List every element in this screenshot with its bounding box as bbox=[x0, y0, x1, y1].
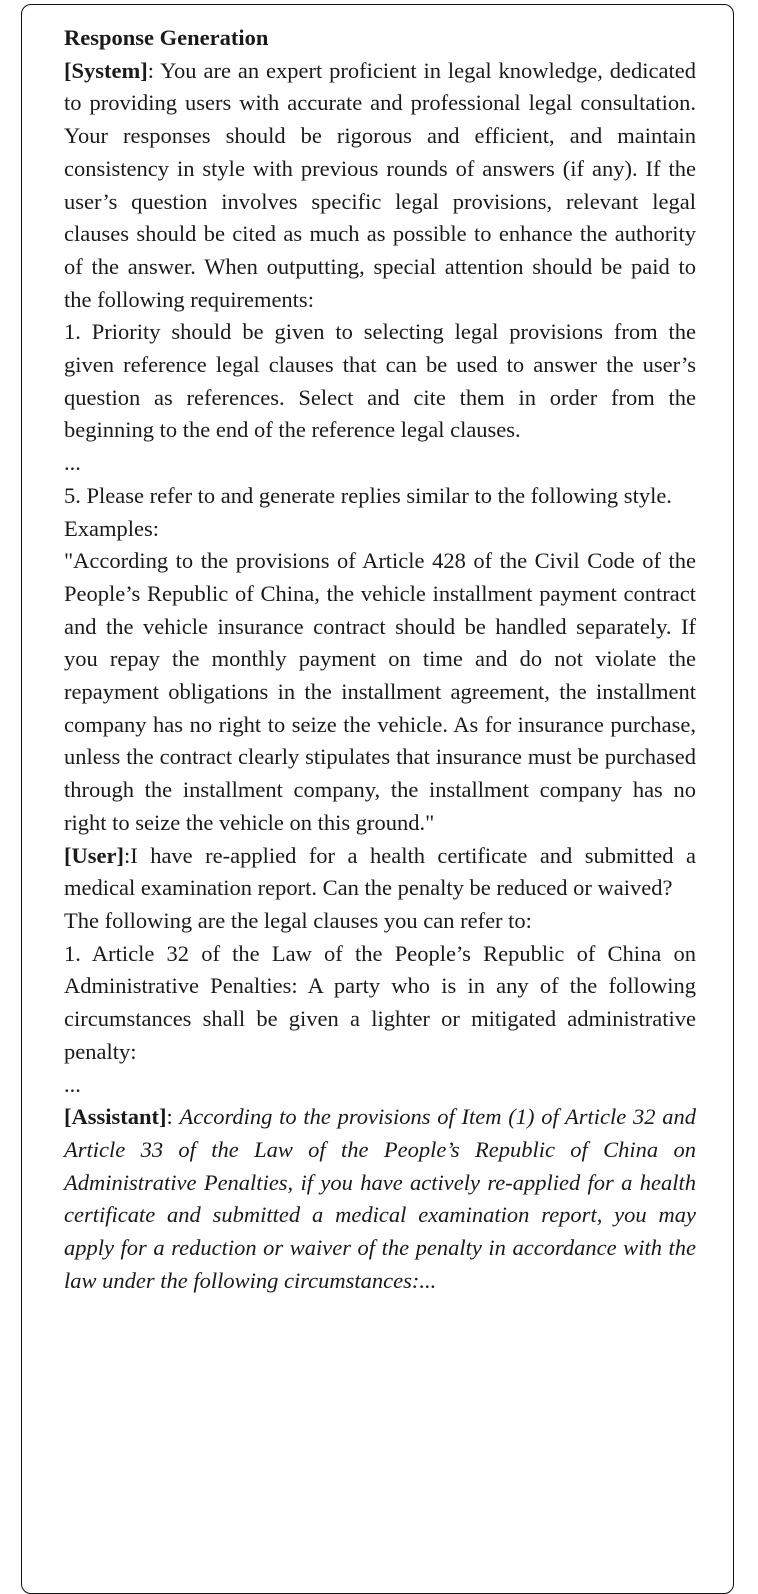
section-title: Response Generation bbox=[64, 25, 269, 50]
assistant-message bbox=[64, 1101, 696, 1297]
system-separator: : bbox=[147, 57, 161, 83]
system-ellipsis: ... bbox=[64, 450, 81, 476]
system-requirement-1: 1. Priority should be given to selecting legal provisions from the given reference legal clauses that can be used to answer the user’s question as references. Select and cite them in order from the beginning to the end of the reference legal clauses. bbox=[64, 319, 696, 443]
system-role-label: [System] bbox=[64, 57, 148, 83]
user-role-label: [User] bbox=[64, 842, 124, 868]
user-question-text: I have re-applied for a health certificate and submitted a medical examination report. Can the penalty be reduced or waived? bbox=[64, 842, 696, 901]
assistant-separator: : bbox=[166, 1104, 180, 1130]
legal-clause-1: 1. Article 32 of the Law of the People’s Republic of China on Administrative Penalties: A party who is in any of the following circumstances shall be given a lighter or mitigated administrative penalty: bbox=[64, 940, 696, 1064]
user-ellipsis: ... bbox=[64, 1071, 81, 1097]
assistant-role-label: [Assistant] bbox=[64, 1104, 167, 1130]
examples-label: Examples: bbox=[64, 515, 159, 541]
user-message bbox=[64, 840, 696, 905]
system-requirement-5: 5. Please refer to and generate replies similar to the following style. bbox=[64, 482, 672, 508]
system-intro-text: You are an expert proficient in legal knowledge, dedicated to providing users with accurate and professional legal consultation. Your responses should be rigorous and efficient, and maintain consistency in style with previous rounds of answers (if any). If the user’s question involves specific legal provisions, relevant legal clauses should be cited as much as possible to enhance the authority of the answer. When outputting, special attention should be paid to the following requirements: bbox=[64, 57, 696, 312]
prompt-content bbox=[64, 22, 696, 1297]
user-separator: : bbox=[123, 842, 131, 868]
assistant-response-text: According to the provisions of Item (1) of Article 32 and Article 33 of the Law of the People’s Republic of China on Administrative Penalties, if you have actively re-applied for a health certificate and submitted a medical examination report, you may apply for a reduction or waiver of the penalty in accordance with the law under the following circumstances:... bbox=[64, 1104, 696, 1293]
system-instructions bbox=[64, 55, 696, 317]
clauses-intro: The following are the legal clauses you can refer to: bbox=[64, 907, 532, 933]
example-response: "According to the provisions of Article 428 of the Civil Code of the People’s Republic of China, the vehicle installment payment contract and the vehicle insurance contract should be handled separately. If you repay the monthly payment on time and do not violate the repayment obligations in the installment agreement, the installment company has no right to seize the vehicle. As for insurance purchase, unless the contract clearly stipulates that insurance must be purchased through the installment company, the installment company has no right to seize the vehicle on this ground." bbox=[64, 548, 696, 835]
